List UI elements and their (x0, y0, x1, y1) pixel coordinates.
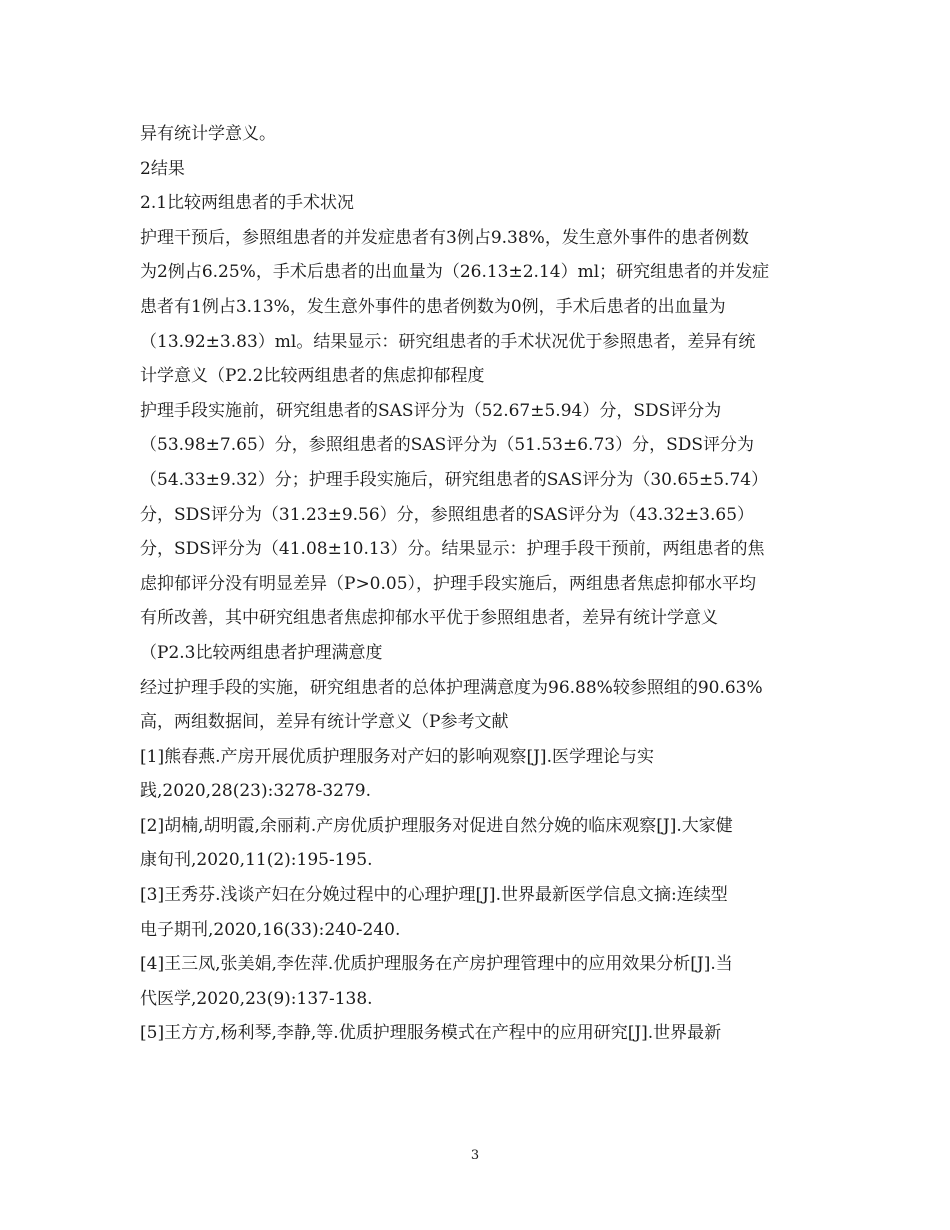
text-line: 患者有1例占3.13%，发生意外事件的患者例数为0例，手术后患者的出血量为 (140, 296, 726, 317)
text-line: 计学意义（P2.2比较两组患者的焦虑抑郁程度 (140, 366, 485, 387)
reference-line: [3]王秀芬.浅谈产妇在分娩过程中的心理护理[J].世界最新医学信息文摘:连续型 (140, 885, 728, 906)
reference-line: 代医学,2020,23(9):137-138. (140, 988, 373, 1009)
reference-line: 电子期刊,2020,16(33):240-240. (140, 919, 401, 940)
text-line: 异有统计学意义。 (140, 124, 276, 144)
text-line: 经过护理手段的实施，研究组患者的总体护理满意度为96.88%较参照组的90.63% (140, 677, 763, 698)
text-line: （54.33±9.32）分；护理手段实施后，研究组患者的SAS评分为（30.65±5.74） (140, 469, 769, 490)
reference-line: [2]胡楠,胡明霞,余丽莉.产房优质护理服务对促进自然分娩的临床观察[J].大家健 (140, 815, 733, 836)
text-line: 虑抑郁评分没有明显差异（P>0.05），护理手段实施后，两组患者焦虑抑郁水平均 (140, 573, 757, 594)
text-line: 分，SDS评分为（31.23±9.56）分，参照组患者的SAS评分为（43.32±3.65） (140, 504, 755, 525)
section-heading: 2结果 (140, 158, 185, 179)
subsection-heading: 2.1比较两组患者的手术状况 (140, 193, 355, 214)
page-number: 3 (470, 1148, 480, 1163)
reference-line: [5]王方方,杨利琴,李静,等.优质护理服务模式在产程中的应用研究[J].世界最新 (140, 1023, 722, 1044)
reference-line: [4]王三凤,张美娟,李佐萍.优质护理服务在产房护理管理中的应用效果分析[J].当 (140, 954, 733, 975)
text-line: 护理手段实施前，研究组患者的SAS评分为（52.67±5.94）分，SDS评分为 (140, 400, 722, 421)
reference-line: 康旬刊,2020,11(2):195-195. (140, 850, 373, 871)
text-line: （13.92±3.83）ml。结果显示：研究组患者的手术状况优于参照患者，差异有统 (140, 331, 756, 352)
text-line: 分，SDS评分为（41.08±10.13）分。结果显示：护理手段干预前，两组患者的焦 (140, 539, 765, 560)
reference-line: 践,2020,28(23):3278-3279. (140, 781, 372, 802)
text-line: （53.98±7.65）分，参照组患者的SAS评分为（51.53±6.73）分，SDS评分为 (140, 435, 755, 456)
text-line: 高，两组数据间，差异有统计学意义（P参考文献 (140, 712, 509, 733)
reference-line: [1]熊春燕.产房开展优质护理服务对产妇的影响观察[J].医学理论与实 (140, 746, 654, 767)
body-text (140, 117, 815, 1051)
text-line: （P2.3比较两组患者护理满意度 (140, 642, 383, 663)
text-line: 为2例占6.25%，手术后患者的出血量为（26.13±2.14）ml；研究组患者的并发症 (140, 262, 770, 283)
text-line: 有所改善，其中研究组患者焦虑抑郁水平优于参照组患者，差异有统计学意义 (140, 608, 718, 629)
text-line: 护理干预后，参照组患者的并发症患者有3例占9.38%，发生意外事件的患者例数 (140, 227, 749, 248)
